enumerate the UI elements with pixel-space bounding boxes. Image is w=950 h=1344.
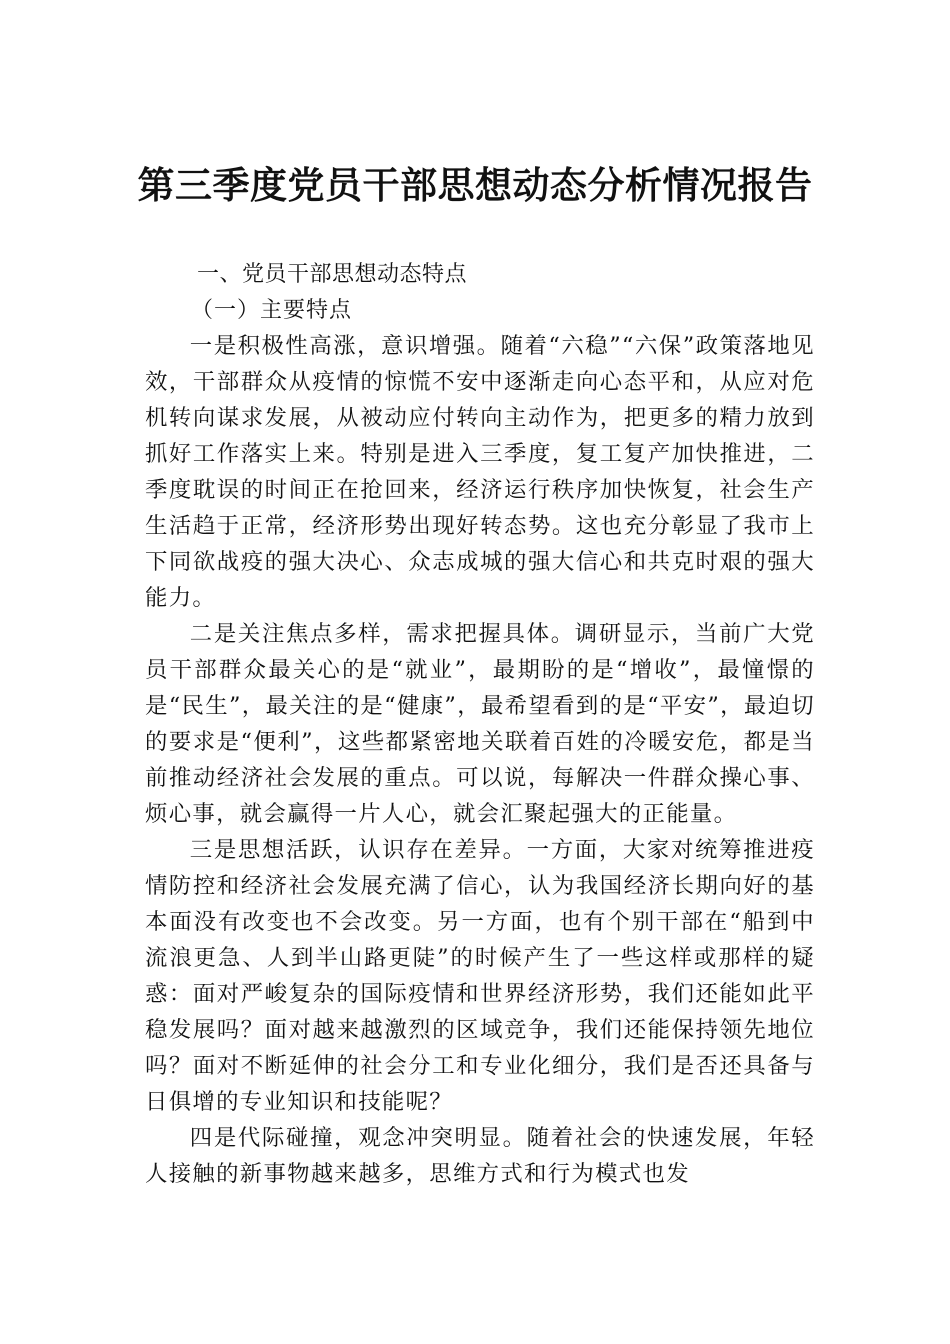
paragraph-2: 二是关注焦点多样，需求把握具体。调研显示，当前广大党员干部群众最关心的是“就业”，最期盼的是“增收”，最憧憬的是“民生”，最关注的是“健康”，最希望看到的是“平安”，最迫切的要求是“便利”，这些都紧密地关联着百姓的冷暖安危，都是当前推动经济社会发展的重点。可以说，每解决一件群众操心事、烦心事，就会赢得一片人心，就会汇聚起强大的正能量。 <box>145 621 815 827</box>
paragraph-1: 一是积极性高涨，意识增强。随着“六稳”“六保”政策落地见效，干部群众从疫情的惊慌不安中逐渐走向心态平和，从应对危机转向谋求发展，从被动应付转向主动作为，把更多的精力放到抓好工作落实上来。特别是进入三季度，复工复产加快推进，二季度耽误的时间正在抢回来，经济运行秩序加快恢复，社会生产生活趋于正常，经济形势出现好转态势。这也充分彰显了我市上下同欲战疫的强大决心、众志成城的强大信心和共克时艰的强大能力。 <box>145 333 815 611</box>
paragraph-3: 三是思想活跃，认识存在差异。一方面，大家对统筹推进疫情防控和经济社会发展充满了信心，认为我国经济长期向好的基本面没有改变也不会改变。另一方面，也有个别干部在“船到中流浪更急、人到半山路更陡”的时候产生了一些这样或那样的疑惑：面对严峻复杂的国际疫情和世界经济形势，我们还能如此平稳发展吗？面对越来越激烈的区域竞争，我们还能保持领先地位吗？面对不断延伸的社会分工和专业化细分，我们是否还具备与日俱增的专业知识和技能呢？ <box>145 837 815 1115</box>
document-body <box>145 256 815 1192</box>
document-title: 第三季度党员干部思想动态分析情况报告 <box>137 163 813 207</box>
section-heading: 一、党员干部思想动态特点 <box>197 262 468 287</box>
paragraph-4: 四是代际碰撞，观念冲突明显。随着社会的快速发展，年轻人接触的新事物越来越多，思维方式和行为模式也发 <box>145 1125 815 1187</box>
subsection-heading: （一）主要特点 <box>191 298 353 323</box>
